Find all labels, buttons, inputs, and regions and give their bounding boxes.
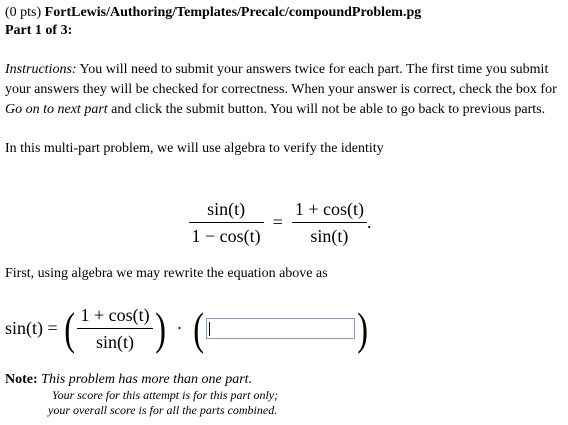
open-paren-1: ( [64,302,76,354]
part-label: Part 1 of 3: [5,23,73,38]
first-step-text: First, using algebra we may rewrite the equation above as [5,266,328,281]
rewrite-fraction [77,303,152,354]
multipart-note [5,371,278,418]
close-paren-1: ) [154,302,166,354]
rewrite-lhs: sin(t) = [5,318,58,338]
note-text: This problem has more than one part. [41,372,253,387]
identity-rhs-fraction [292,197,367,248]
identity-rhs-numerator: 1 + cos(t) [292,197,367,223]
instructions-label: Instructions: [5,62,77,77]
note-score-line-2: your overall score is for all the parts combined. [48,403,278,417]
rewrite-numerator: 1 + cos(t) [77,303,152,329]
go-on-next-part-text: Go on to next part [5,102,108,117]
identity-period: . [366,212,372,232]
problem-header [5,4,565,22]
identity-rhs-denominator: sin(t) [310,226,349,246]
identity-lhs-numerator: sin(t) [189,197,264,223]
rewrite-denominator: sin(t) [96,332,135,352]
note-label: Note: [5,372,38,387]
rewrite-equation [5,303,371,354]
intro-text: In this multi-part problem, we will use algebra to verify the identity [5,141,384,156]
instructions-text-1: You will need to submit your answers twice for each part. The first time you submit your answers they will be checked for correctness. When your answer is correct, check the box for [5,62,557,97]
problem-path: FortLewis/Authoring/Templates/Precalc/compoundProblem.pg [44,5,422,20]
instructions-text-2: and click the submit button. You will not be able to go back to previous parts. [107,102,546,117]
identity-equation [0,197,560,248]
identity-lhs-denominator: 1 − cos(t) [191,226,261,246]
instructions-paragraph [5,60,565,120]
close-paren-2: ) [357,302,369,354]
multiply-dot: · [176,318,183,338]
problem-points: (0 pts) [5,5,42,20]
problem-page [5,4,565,159]
text-caret [209,322,210,336]
answer-input[interactable] [206,318,355,339]
open-paren-2: ( [193,302,204,354]
identity-equals: = [272,212,283,232]
identity-lhs-fraction [189,197,264,248]
note-score-line-1: Your score for this attempt is for this part only; [52,388,279,402]
note-line [5,371,278,388]
